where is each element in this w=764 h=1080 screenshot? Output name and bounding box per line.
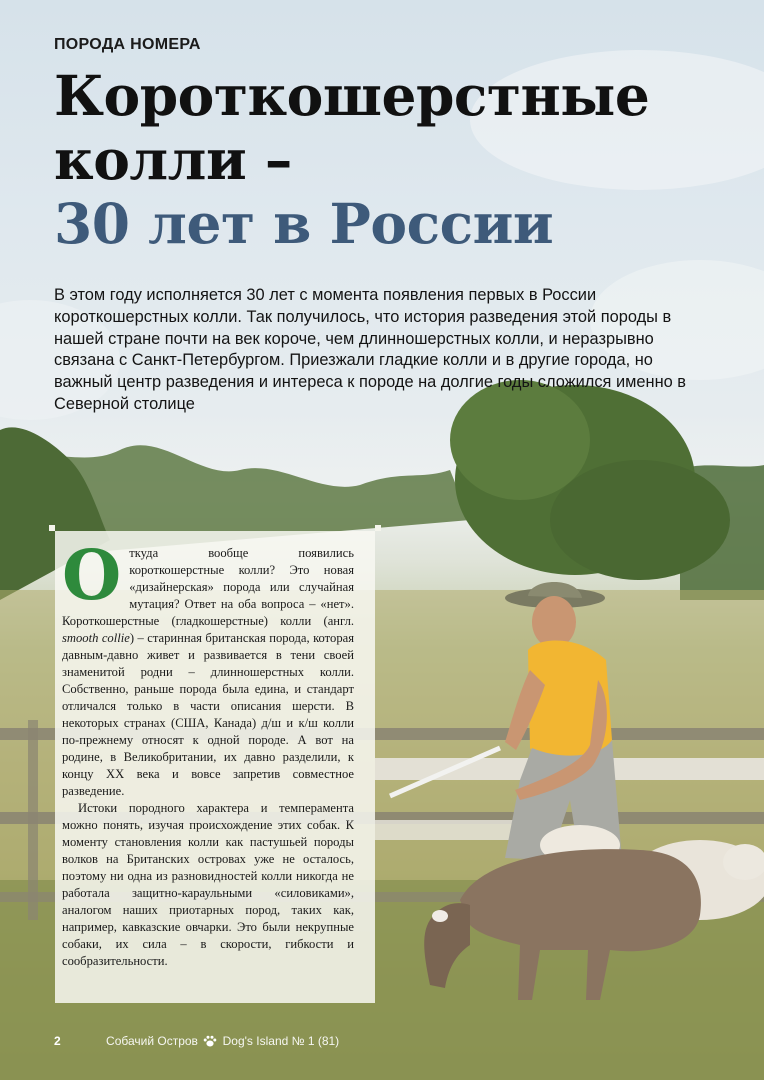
magazine-name-en: Dog's Island № 1 (81) (222, 1034, 340, 1048)
article-body (62, 536, 354, 970)
page-footer (54, 1034, 339, 1048)
panel-corner (49, 525, 55, 531)
article-title (54, 64, 734, 256)
section-kicker: ПОРОДА НОМЕРА (54, 36, 201, 53)
paragraph-1-text-b: ) – старинная британская порода, которая давным-давно живет и развивается в тени своей знаменитой родни – длинношерстных колли. Собственно, раньше порода была едина, и стандарт отличался только в части описания шерсти. В некоторых странах (США, Канада) д/ш и к/ш колли по-прежнему относят к одной породе. А вот на родине, в Великобритании, их давно разделили, к концу XX века и вовсе запретив совместное разведение. (62, 631, 354, 798)
paw-icon (203, 1035, 217, 1047)
drop-cap: О (62, 536, 122, 616)
lead-paragraph: В этом году исполняется 30 лет с момента появления первых в России короткошерстных колли. Так получилось, что история разведения этой породы в нашей стране почти на век короче, чем длинношерстных колли, и неразрывно связана с Санкт-Петербургом. Приезжали гладкие колли и в другие города, но важный центр разведения и интереса к породе на долгие годы сложился именно в Северной столице (54, 286, 687, 413)
paragraph-1-text-a: ткуда вообще появились короткошерстные колли? Это новая «дизайнерская» порода или случайная мутация? Ответ на оба вопроса – «нет». Короткошерстные (гладкошерстные) колли (англ. (62, 546, 354, 628)
title-line-3: 30 лет в России (54, 191, 554, 256)
title-line-1: Короткошерстные (54, 63, 650, 128)
page-number: 2 (54, 1034, 61, 1048)
title-line-2: колли – (54, 127, 292, 192)
panel-corner (375, 525, 381, 531)
paragraph-1 (62, 536, 354, 800)
paragraph-2: Истоки породного характера и темперамента можно понять, изучая происхождение этих собак. К моменту становления колли как пастушьей породы волков на Британских островах уже не осталось, поэтому ни одна из разновидностей колли никогда не работала защитно-караульными «силовиками», аналогом наших приотарных пород, таких как, например, кавказские овчарки. Это были некрупные собаки, их сила – в скорости, гибкости и сообразительности. (62, 801, 354, 968)
magazine-name-ru: Собачий Остров (106, 1034, 198, 1048)
paragraph-1-italic: smooth collie (62, 631, 130, 645)
